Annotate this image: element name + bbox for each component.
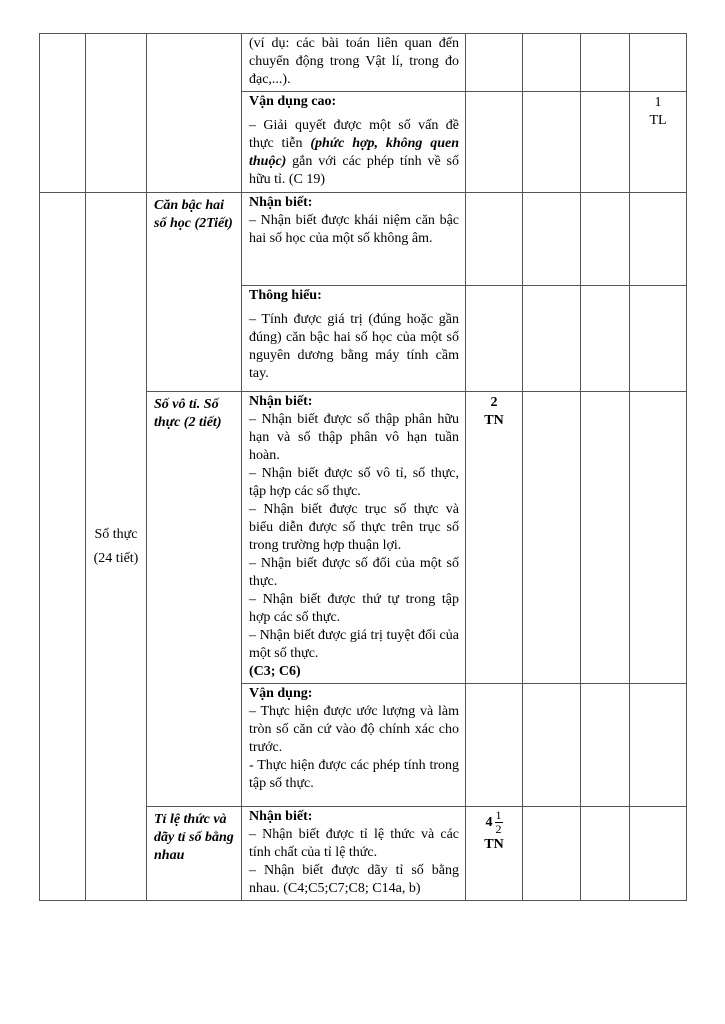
empty-cell bbox=[630, 392, 687, 684]
requirement-cell bbox=[242, 34, 466, 92]
empty-cell bbox=[523, 807, 581, 901]
requirement-text: – Nhận biết được giá trị tuyệt đối của một số thực. bbox=[249, 628, 459, 661]
requirement-text: – Nhận biết được số vô tỉ, số thực, tập hợp các số thực. bbox=[249, 466, 459, 499]
empty-cell bbox=[581, 92, 630, 193]
empty-cell bbox=[581, 286, 630, 392]
empty-cell bbox=[523, 392, 581, 684]
requirement-text: – Nhận biết được số thập phân hữu hạn và số thập phân vô hạn tuần hoàn. bbox=[249, 412, 459, 463]
question-count: 2 bbox=[490, 395, 498, 410]
empty-cell bbox=[466, 34, 523, 92]
requirement-text: – Nhận biết được trục số thực và biểu diễn được số thực trên trục số trong trường hợp thuận lợi. bbox=[249, 502, 459, 553]
requirement-text: – Thực hiện được ước lượng và làm tròn số căn cứ vào độ chính xác cho trước. bbox=[249, 704, 459, 755]
empty-cell bbox=[581, 684, 630, 807]
level-heading: Nhận biết: bbox=[249, 195, 313, 210]
mixed-number bbox=[486, 809, 503, 836]
topic-cell: Căn bậc hai số học (2Tiết) bbox=[147, 193, 242, 392]
level-heading: Nhận biết: bbox=[249, 809, 313, 824]
empty-cell bbox=[630, 684, 687, 807]
table-row bbox=[40, 34, 687, 92]
empty-cell bbox=[581, 807, 630, 901]
requirement-text: – Nhận biết được tỉ lệ thức và các tính chất của tỉ lệ thức. bbox=[249, 827, 459, 860]
empty-cell bbox=[523, 193, 581, 286]
chapter-periods: (24 tiết) bbox=[93, 550, 139, 566]
requirement-text: (ví dụ: các bài toán liên quan đến chuyển động trong Vật lí, trong đo đạc,...). bbox=[249, 36, 459, 87]
text-span: – Giải quyết được một số vấn đề thực tiễn bbox=[249, 118, 459, 151]
level-heading: Vận dụng: bbox=[249, 686, 313, 701]
empty-cell bbox=[523, 92, 581, 193]
level-heading: Thông hiểu: bbox=[249, 288, 322, 303]
topic-cell: Số vô tỉ. Số thực (2 tiết) bbox=[147, 392, 242, 807]
requirement-cell bbox=[242, 392, 466, 684]
requirement-cell bbox=[242, 684, 466, 807]
empty-cell bbox=[466, 92, 523, 193]
question-type: TN bbox=[484, 413, 504, 428]
requirement-text: – Nhận biết được thứ tự trong tập hợp các số thực. bbox=[249, 592, 459, 625]
requirement-text: – Tính được giá trị (đúng hoặc gần đúng) căn bậc hai số học của một số nguyên dương bằng máy tính cầm tay. bbox=[249, 312, 459, 381]
fraction-denominator: 2 bbox=[495, 822, 502, 836]
empty-cell bbox=[630, 193, 687, 286]
level-heading: Vận dụng cao: bbox=[249, 94, 337, 109]
empty-cell bbox=[581, 193, 630, 286]
requirement-text: - Thực hiện được các phép tính trong tập số thực. bbox=[249, 758, 459, 791]
question-type: TL bbox=[649, 113, 667, 128]
empty-cell bbox=[523, 684, 581, 807]
question-type: TN bbox=[484, 837, 504, 852]
empty-cell bbox=[466, 684, 523, 807]
empty-cell bbox=[630, 807, 687, 901]
table-row bbox=[40, 193, 687, 286]
requirement-cell bbox=[242, 92, 466, 193]
fraction bbox=[495, 809, 503, 836]
empty-cell bbox=[86, 34, 147, 193]
requirement-text bbox=[249, 117, 459, 189]
empty-cell bbox=[523, 34, 581, 92]
emphasis-text: (phức hợp, không quen thuộc) bbox=[249, 136, 459, 169]
whole-part: 4 bbox=[485, 814, 493, 830]
requirement-cell bbox=[242, 193, 466, 286]
requirement-text: – Nhận biết được số đối của một số thực. bbox=[249, 556, 459, 589]
empty-cell bbox=[40, 193, 86, 901]
empty-cell bbox=[466, 286, 523, 392]
topic-cell: Tỉ lệ thức và dãy tỉ số bằng nhau bbox=[147, 807, 242, 901]
empty-cell bbox=[581, 392, 630, 684]
question-count-cell bbox=[466, 807, 523, 901]
text-span: gắn với các phép tính về số hữu tỉ. (C 19) bbox=[249, 154, 459, 187]
question-count-cell bbox=[630, 92, 687, 193]
empty-cell bbox=[581, 34, 630, 92]
empty-cell bbox=[630, 34, 687, 92]
level-heading: Nhận biết: bbox=[249, 394, 313, 409]
question-count: 1 bbox=[654, 95, 662, 110]
requirement-cell bbox=[242, 286, 466, 392]
question-reference: (C3; C6) bbox=[249, 664, 301, 679]
chapter-cell bbox=[86, 193, 147, 901]
empty-cell bbox=[523, 286, 581, 392]
empty-cell bbox=[147, 34, 242, 193]
empty-cell bbox=[466, 193, 523, 286]
requirement-text: – Nhận biết được khái niệm căn bậc hai số học của một số không âm. bbox=[249, 213, 459, 246]
requirement-cell bbox=[242, 807, 466, 901]
question-count-cell bbox=[466, 392, 523, 684]
fraction-numerator: 1 bbox=[495, 808, 502, 822]
requirement-text: – Nhận biết được dãy tỉ số bằng nhau. (C4;C5;C7;C8; C14a, b) bbox=[249, 863, 459, 896]
chapter-name: Số thực bbox=[94, 526, 138, 542]
empty-cell bbox=[630, 286, 687, 392]
empty-cell bbox=[40, 34, 86, 193]
assessment-matrix-table bbox=[39, 33, 687, 901]
